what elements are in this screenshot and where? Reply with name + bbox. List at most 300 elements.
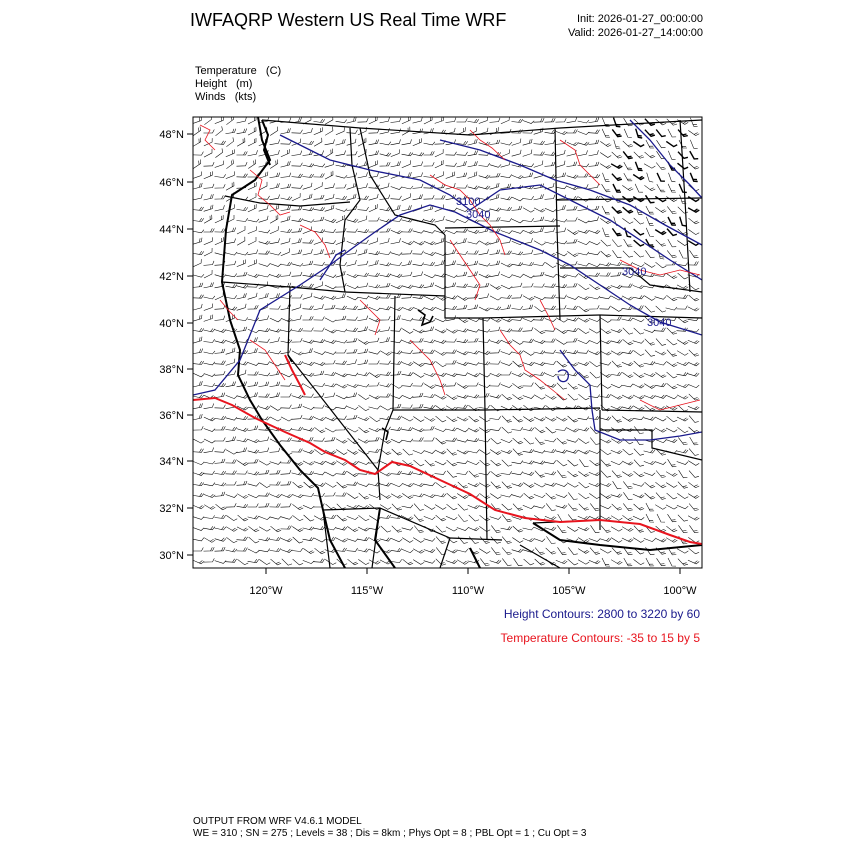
- wind-barb: [358, 405, 369, 410]
- wind-barb: [413, 184, 424, 189]
- wind-barb: [204, 215, 212, 223]
- wind-barb: [446, 416, 457, 421]
- wind-barb: [325, 139, 335, 145]
- wind-barb: [204, 362, 215, 365]
- wind-barb: [545, 241, 556, 244]
- wind-barb: [513, 526, 523, 532]
- wind-barb: [270, 160, 278, 169]
- wind-barb: [458, 537, 468, 544]
- wind-barb: [546, 493, 556, 499]
- wind-barb: [644, 461, 655, 464]
- wind-barb: [589, 483, 600, 486]
- wind-barb: [303, 219, 314, 222]
- wind-barb: [666, 428, 677, 432]
- wind-barb: [479, 249, 489, 255]
- wind-barb: [545, 262, 556, 267]
- wind-barb: [688, 197, 699, 202]
- wind-barb: [469, 537, 479, 544]
- wind-barb: [479, 241, 490, 245]
- wind-barb: [633, 406, 644, 410]
- wind-barb: [545, 461, 556, 464]
- wind-barb: [436, 515, 447, 521]
- wind-barb: [325, 492, 336, 496]
- wind-barb: [523, 472, 534, 475]
- wind-barb: [490, 395, 501, 398]
- wind-barb: [646, 206, 654, 214]
- wind-barb: [380, 394, 391, 398]
- wind-barb: [611, 272, 622, 276]
- wind-barb: [391, 118, 401, 123]
- wind-barb: [490, 285, 501, 290]
- wind-barb: [303, 527, 314, 530]
- wind-barb: [589, 162, 600, 167]
- wind-barb: [677, 295, 688, 299]
- wind-barb: [281, 393, 292, 397]
- wind-barb: [391, 274, 402, 278]
- wind-barb: [546, 559, 556, 565]
- wind-barb: [424, 241, 435, 245]
- wind-barb: [204, 439, 215, 443]
- wind-barb: [215, 471, 226, 475]
- wind-barb: [502, 482, 512, 489]
- wind-barb: [468, 395, 479, 399]
- wind-barb: [238, 515, 249, 521]
- wind-barb: [204, 515, 215, 518]
- wind-barb: [501, 352, 512, 355]
- wind-barb: [589, 493, 600, 498]
- wind-barb: [193, 207, 204, 211]
- wind-barb: [534, 417, 545, 421]
- latitude-label: 36°N: [159, 410, 184, 422]
- wind-barb: [391, 230, 402, 234]
- wind-barb: [303, 348, 313, 354]
- wind-barb: [556, 173, 566, 178]
- wind-barb: [336, 406, 347, 409]
- wind-barb: [468, 119, 479, 123]
- wind-barb: [523, 405, 534, 411]
- wind-barb: [314, 207, 325, 211]
- wind-barb: [413, 272, 423, 277]
- wind-barb: [259, 559, 270, 564]
- wind-barb: [391, 315, 401, 321]
- wind-barb: [644, 395, 655, 398]
- wind-barb: [215, 492, 225, 497]
- wind-barb: [679, 470, 688, 478]
- wind-barb: [193, 403, 203, 409]
- wind-barb: [325, 352, 336, 355]
- wind-barb: [259, 361, 270, 364]
- wind-barb: [490, 560, 501, 564]
- wind-barb: [502, 504, 512, 510]
- wind-barb: [468, 284, 479, 288]
- wind-barb: [534, 208, 545, 212]
- wind-barb: [668, 459, 677, 467]
- wind-barb: [237, 438, 248, 442]
- wind-barb: [622, 350, 633, 354]
- wind-barb: [523, 208, 534, 212]
- wind-barb: [226, 395, 237, 398]
- wind-barb: [688, 494, 699, 499]
- wind-barb: [611, 285, 622, 289]
- wind-barb: [271, 526, 282, 532]
- wind-barb: [689, 471, 699, 478]
- wind-barb: [523, 283, 534, 287]
- wind-barb: [424, 307, 435, 310]
- wind-barb: [193, 230, 204, 233]
- wind-barb: [248, 472, 259, 476]
- wind-barb: [534, 296, 545, 300]
- wind-barb: [391, 161, 401, 167]
- wind-barb: [512, 197, 523, 201]
- wind-barb: [479, 450, 490, 455]
- wind-barb: [369, 139, 379, 144]
- wind-barb: [304, 515, 315, 521]
- wind-barb: [602, 206, 610, 214]
- wind-barb: [314, 328, 325, 332]
- wind-barb: [325, 229, 336, 232]
- wind-barb: [634, 229, 645, 235]
- wind-barb: [259, 527, 270, 531]
- wind-barb: [457, 161, 467, 167]
- wind-barb: [645, 250, 654, 257]
- wind-barb: [667, 206, 676, 213]
- wind-barb: [314, 383, 325, 386]
- wind-barb: [678, 130, 688, 137]
- wind-barb: [479, 549, 490, 554]
- wind-barb: [358, 527, 369, 531]
- wind-barb: [600, 538, 611, 542]
- wind-barb: [611, 384, 622, 388]
- wind-barb: [380, 494, 391, 499]
- wind-barb: [336, 340, 347, 343]
- wind-barb: [457, 351, 468, 355]
- wind-barb: [480, 558, 489, 565]
- wind-barb: [358, 484, 369, 487]
- wind-barb: [358, 326, 368, 331]
- wind-barb: [303, 183, 312, 190]
- wind-barb: [237, 252, 248, 255]
- wind-barb: [579, 482, 590, 488]
- wind-barb: [193, 538, 204, 541]
- wind-barb: [468, 329, 479, 332]
- wind-barb: [347, 194, 356, 200]
- wind-barb: [512, 231, 523, 234]
- wind-barb: [622, 362, 633, 366]
- wind-barb: [458, 482, 468, 488]
- wind-barb: [347, 359, 357, 365]
- wind-barb: [292, 548, 303, 551]
- wind-barb: [358, 340, 369, 345]
- wind-barb: [237, 152, 248, 156]
- wind-barb: [226, 274, 237, 277]
- wind-barb: [567, 527, 578, 532]
- wind-barb: [391, 238, 401, 244]
- wind-barb: [523, 339, 534, 343]
- wind-barb: [690, 140, 697, 149]
- wind-barb: [336, 139, 346, 145]
- wind-barb: [634, 504, 645, 510]
- wind-barb: [501, 363, 512, 366]
- wind-barb: [292, 351, 303, 355]
- wind-barb: [314, 182, 322, 190]
- wind-barb: [270, 382, 280, 387]
- wind-barb: [446, 394, 457, 399]
- wind-barb: [690, 151, 698, 159]
- wind-barb: [567, 350, 578, 354]
- wind-barb: [667, 383, 678, 389]
- wind-barb: [490, 118, 501, 123]
- wind-barb: [193, 152, 204, 156]
- wind-barb: [325, 384, 336, 388]
- wind-barb: [666, 538, 677, 543]
- wind-barb: [612, 250, 621, 257]
- wind-barb: [646, 514, 654, 522]
- wind-barb: [678, 525, 687, 532]
- wind-barb: [545, 195, 555, 200]
- wind-barb: [325, 183, 335, 189]
- wind-barb: [391, 351, 402, 355]
- wind-barb: [380, 251, 391, 254]
- wind-barb: [314, 195, 325, 199]
- height-contour-label: 3040: [466, 209, 491, 221]
- wind-barb: [281, 526, 292, 530]
- wind-barb: [479, 351, 490, 355]
- wind-barb: [402, 549, 413, 552]
- wind-barb: [479, 307, 490, 311]
- wind-barb: [347, 349, 358, 353]
- wind-barb: [589, 539, 600, 542]
- wind-barb: [193, 315, 202, 322]
- wind-barb: [689, 525, 698, 532]
- wind-barb: [633, 372, 644, 377]
- wind-barb: [347, 338, 358, 342]
- wind-barb: [468, 373, 479, 377]
- wind-barb: [424, 494, 435, 497]
- wind-barb: [193, 528, 204, 531]
- wind-barb: [689, 449, 699, 456]
- wind-barb: [556, 495, 567, 498]
- wind-barb: [270, 548, 281, 552]
- wind-barb: [558, 547, 567, 554]
- wind-barb: [292, 449, 303, 453]
- wind-barb: [513, 449, 523, 456]
- wind-barb: [215, 416, 226, 420]
- wind-barb: [457, 329, 468, 333]
- wind-barb: [501, 218, 512, 221]
- wind-barb: [248, 459, 259, 463]
- latitude-label: 44°N: [159, 224, 184, 236]
- wind-barb: [490, 318, 501, 322]
- wind-barb: [226, 359, 235, 366]
- wind-barb: [589, 263, 600, 266]
- wind-barb: [490, 494, 501, 499]
- field-label-temperature: Temperature (C): [195, 65, 282, 77]
- wind-barb: [369, 449, 380, 453]
- wind-barb: [677, 362, 688, 365]
- wind-barb: [325, 149, 333, 158]
- wind-barb: [402, 362, 413, 365]
- wind-barb: [523, 428, 534, 432]
- wind-barb: [193, 493, 204, 497]
- wind-barb: [666, 295, 677, 301]
- wind-barb: [446, 274, 457, 277]
- wind-barb: [215, 371, 226, 375]
- wind-barb: [237, 237, 245, 245]
- wind-barb: [545, 339, 556, 343]
- wind-barb: [204, 429, 215, 432]
- wind-barb: [545, 219, 556, 223]
- wind-barb: [633, 559, 644, 564]
- wind-barb: [380, 337, 390, 343]
- wind-barb: [677, 505, 688, 509]
- height-contour-1: [193, 205, 702, 395]
- wind-barb: [414, 515, 424, 522]
- wind-barb: [226, 348, 235, 355]
- wind-barb: [446, 283, 456, 288]
- wind-barb: [578, 362, 589, 365]
- wind-barb: [270, 482, 281, 486]
- wind-barb: [611, 406, 622, 409]
- wind-barb: [546, 503, 556, 510]
- wind-barb: [512, 252, 523, 256]
- wind-barb: [655, 439, 666, 442]
- wind-barb: [325, 329, 336, 333]
- wind-barb: [402, 439, 413, 442]
- wind-barb: [490, 217, 501, 221]
- wind-barb: [590, 438, 600, 445]
- wind-barb: [557, 383, 567, 389]
- wind-barb: [347, 260, 357, 266]
- wind-barb: [314, 282, 323, 289]
- wind-barb: [501, 318, 512, 322]
- wind-barb: [413, 428, 424, 432]
- wind-barb: [358, 360, 368, 365]
- wind-barb: [534, 284, 545, 288]
- wind-barb: [545, 373, 556, 376]
- wind-barb: [501, 239, 511, 244]
- wind-barb: [435, 149, 443, 157]
- wind-barb: [336, 384, 347, 388]
- wind-barb: [314, 262, 325, 265]
- wind-barb: [502, 416, 512, 423]
- wind-barb: [457, 118, 468, 122]
- wind-barb: [534, 461, 545, 465]
- wind-barb: [380, 117, 390, 123]
- wind-barb: [293, 559, 304, 565]
- wind-barb: [402, 527, 413, 530]
- wind-barb: [413, 230, 424, 233]
- wind-barb: [237, 138, 245, 146]
- wind-barbs-layer: [193, 115, 700, 566]
- wind-barb: [623, 481, 632, 488]
- wind-barb: [204, 205, 213, 212]
- wind-barb: [578, 560, 589, 564]
- wind-barb: [193, 295, 204, 299]
- wind-barb: [501, 184, 511, 189]
- wind-barb: [325, 305, 336, 309]
- wind-barb: [512, 206, 523, 211]
- wind-barb: [468, 261, 478, 266]
- wind-barb: [347, 494, 358, 499]
- wind-barb: [688, 362, 699, 366]
- wind-barb: [325, 515, 336, 519]
- wind-barb: [567, 483, 578, 487]
- wind-barb: [237, 218, 248, 221]
- wind-barb: [611, 527, 622, 531]
- wind-barb: [502, 394, 512, 400]
- wind-barb: [634, 152, 644, 158]
- wind-barb: [457, 372, 468, 375]
- wind-barb: [623, 151, 633, 158]
- wind-barb: [667, 339, 678, 345]
- wind-barb: [293, 537, 303, 543]
- wind-barb: [336, 493, 347, 497]
- wind-barb: [567, 251, 578, 256]
- wind-barb: [435, 384, 446, 388]
- wind-barb: [645, 152, 656, 158]
- wind-barb: [402, 405, 413, 409]
- wind-barb: [545, 274, 556, 277]
- wind-barb: [325, 559, 336, 564]
- wind-barb: [380, 183, 389, 189]
- wind-barb: [613, 481, 622, 489]
- wind-barb: [347, 415, 358, 419]
- wind-barb: [567, 428, 578, 432]
- wind-barb: [204, 304, 213, 311]
- wind-barb: [281, 329, 292, 332]
- wind-barb: [204, 339, 215, 342]
- longitude-label: 105°W: [552, 585, 586, 597]
- wind-barb: [578, 219, 589, 223]
- wind-barb: [623, 141, 633, 147]
- wind-barb: [237, 293, 247, 299]
- wind-barb: [668, 514, 677, 522]
- wind-barb: [248, 237, 256, 245]
- wind-barb: [534, 118, 545, 122]
- wind-barb: [281, 262, 292, 266]
- wind-barb: [523, 274, 534, 278]
- wind-barb: [226, 261, 236, 266]
- wind-barb: [193, 472, 204, 476]
- wind-barb: [325, 461, 336, 465]
- wind-barb: [215, 274, 226, 278]
- wind-barb: [391, 187, 402, 190]
- wind-barb: [490, 238, 500, 244]
- wind-barb: [193, 449, 204, 453]
- wind-barb: [358, 384, 369, 387]
- wind-barb: [678, 273, 689, 279]
- wind-barb: [513, 504, 523, 511]
- wind-barb: [413, 263, 424, 266]
- wind-barb: [468, 127, 477, 134]
- wind-barb: [292, 185, 303, 188]
- wind-barb: [391, 404, 402, 408]
- wind-barb: [578, 417, 589, 420]
- wind-barb: [381, 526, 391, 532]
- wind-barb: [468, 241, 479, 244]
- wind-barb: [270, 183, 280, 189]
- wind-barb: [446, 306, 457, 310]
- wind-barb: [490, 416, 501, 419]
- footer-model: OUTPUT FROM WRF V4.6.1 MODEL: [193, 816, 362, 827]
- wy-mt-border: [445, 226, 560, 228]
- wind-barb: [270, 215, 278, 223]
- wind-barb: [193, 361, 204, 365]
- wind-barb: [281, 173, 291, 178]
- wind-barb: [578, 493, 589, 498]
- wind-barb: [655, 482, 666, 488]
- wind-barb: [270, 417, 281, 421]
